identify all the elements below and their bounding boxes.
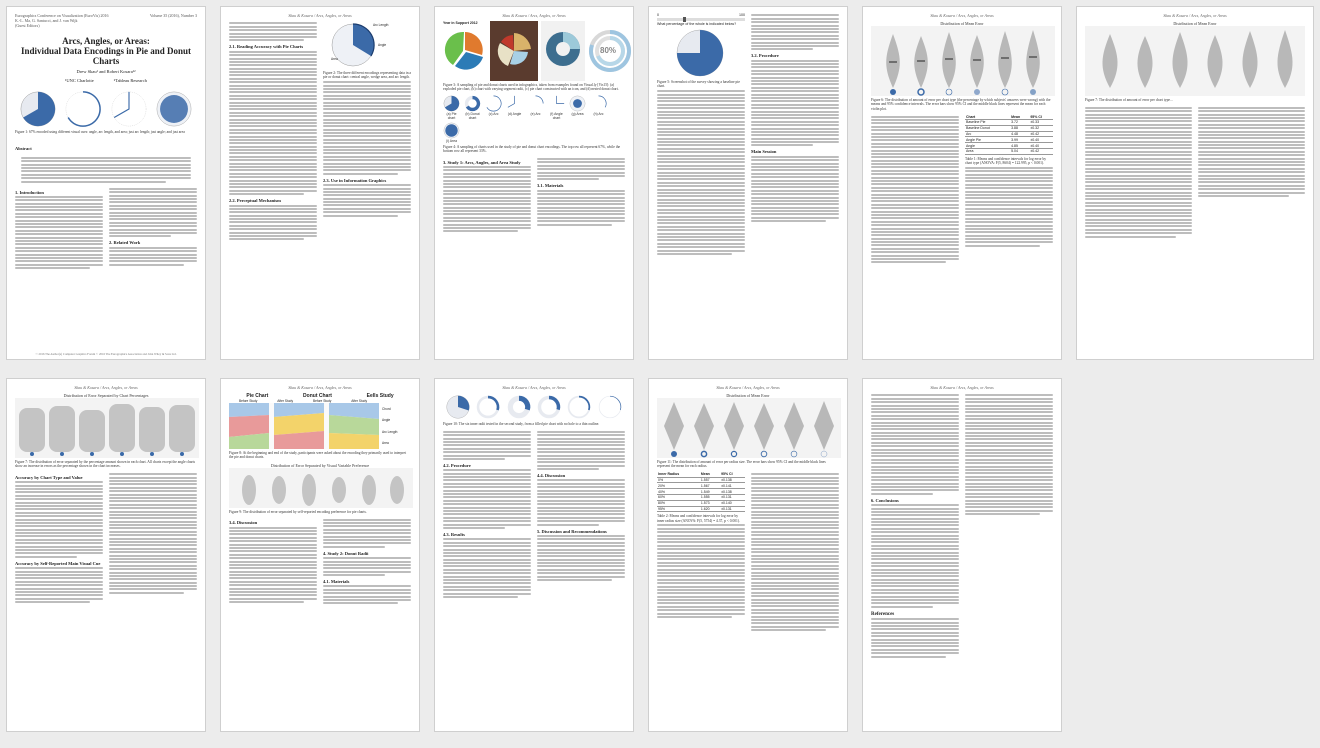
encoding-diagram-icon (323, 21, 409, 69)
infographic-percent: 80% (600, 46, 617, 55)
paper-title-line-2: Individual Data Encodings in Pie and Donut Charts (20, 46, 192, 66)
arc-67-icon (64, 90, 102, 128)
exploded-pie-icon (443, 25, 487, 75)
figure-1-caption: Figure 1: 67% encoded using different visual cues: angle, arc length, and area; just arc length; just angle; and just area (15, 130, 185, 134)
section-3-4-heading: 3.4. Discussion (229, 520, 258, 526)
editors: K.-L. Ma, G. Santucci, and J. van Wijk (15, 18, 78, 23)
angle-67-icon (110, 90, 148, 128)
radius-20-icon (475, 394, 501, 420)
infographic-d (588, 21, 632, 81)
paper-page-7 (6, 378, 206, 732)
error-by-percent-chart (15, 398, 199, 458)
violin-chart (871, 26, 1055, 96)
stimulus-arc-3: (h) Arc (590, 95, 607, 120)
figure-3 (443, 21, 625, 81)
section-4-1-heading: 4.1. Materials (323, 579, 350, 585)
survey-slider (657, 13, 745, 17)
running-head: Skau & Kosara / Arcs, Angles, or Areas (716, 385, 780, 390)
table-row: 80% 1.573 ±0.140 (657, 500, 745, 506)
results-table-1: Chart Mean 95% CI Baseline Pie 3.72 ±0.33 Baseline Donut 3.88 ±0.32 Arc 4.48 ±0.42 Angle Pie 3.99 ±0.40 Angle 4.85 ±0.40 Area 5.04 ±0.42 (965, 114, 1053, 154)
infographic-c (541, 21, 585, 81)
figure-4-caption: Figure 4: A sampling of charts used in the study of pie and donut chart encodings. The top row all represent 67%, while the bottom row all represent 33%. (443, 144, 621, 154)
stimulus-pie: (a) Pie chart (443, 95, 460, 120)
section-1-heading: 1. Introduction (15, 189, 44, 195)
section-2-3-heading: 2.3. Use in Information Graphics (323, 177, 387, 183)
paper-page-2 (220, 6, 420, 360)
infographic-a (443, 21, 487, 81)
paper-page-4 (648, 6, 848, 360)
radius-chart-title: Distribution of Mean Error (726, 393, 770, 398)
stimulus-angle-chart: (f) Angle chart (548, 95, 565, 120)
table-row: 95% 1.620 ±0.131 (657, 506, 745, 512)
slider-max: 100 (739, 13, 745, 17)
figure-10 (443, 394, 625, 420)
violin-chart-title: Distribution of Mean Error (1173, 21, 1217, 26)
figure-9-caption: Figure 9: The distribution of error separated by self-reported encoding preference for pie charts. (229, 509, 367, 514)
table-row: 0% 1.557 ±0.138 (657, 477, 745, 483)
section-4-4-heading: 4.4. Discussion (537, 473, 566, 479)
infographic-title: Year in Support 2012 (443, 21, 478, 25)
label-arc-length: Arc Length (373, 23, 389, 27)
section-5-heading: 5. Discussion and Recommendations (537, 528, 607, 534)
figure-3-caption: Figure 3: A sampling of pie and donut charts used in infographics, taken from examples found on Visual.ly [Vis15]: (a) exploded pie chart, (b) chart with varying segment radii, (c) pie chart constructed with an icon, and (d) nested donut chart. (443, 83, 619, 92)
legend-chord: Chord (382, 406, 391, 411)
figure-caption: Figure 7: The distribution of amount of error per chart type... (1085, 98, 1173, 102)
paper-page-8: Skau & Kosara / Arcs, Angles, or Areas Pie Chart Donut Chart Eells Study Before Study After Study Before Study After Study Chord Angle Arc Length Area Figure 8: At the beginning and end of the study, participants were asked about the encoding they primarily used to interpret the pie and donut charts. Distribution of Error Separated by Visual Variable Preference Figure 9: The distribution of error separated by self-reported encoding preference for pie charts. 3.4. Discussion 4. Study 2: Donut Radii 4.1. Materials (220, 378, 420, 732)
running-head: Skau & Kosara / Arcs, Angles, or Areas (288, 13, 352, 18)
slider-min: 0 (657, 13, 659, 17)
accuracy-heading: Accuracy by Chart Type and Value (15, 474, 83, 480)
abstract-label: Abstract (15, 146, 32, 152)
paper-page-5 (862, 6, 1062, 360)
section-2-2-heading: 2.2. Perceptual Mechanism (229, 198, 281, 204)
error-by-percent-title: Distribution of Error Separated by Chart Percentages (63, 393, 149, 398)
table-row: Area 5.04 ±0.42 (965, 148, 1053, 154)
paper-title-line-1: Arcs, Angles, or Areas: (62, 36, 150, 46)
paper-page-6 (1076, 6, 1314, 360)
pie-67-icon (19, 90, 57, 128)
table-row: Baseline Pie 3.72 ±0.33 (965, 120, 1053, 126)
visual-cue-heading: Accuracy by Self-Reported Main Visual Cue (15, 560, 101, 566)
section-4-3-heading: 4.3. Results (443, 531, 465, 537)
radius-violin-chart (657, 398, 841, 458)
figure-5-caption: Figure 5: Screenshot of the survey showing a baseline pie chart. (657, 80, 740, 89)
col-title-donut: Donut Chart (303, 393, 332, 399)
running-head: Skau & Kosara / Arcs, Angles, or Areas (74, 385, 138, 390)
figure-2-caption: Figure 2: The three different encodings representing data in a pie or donut chart: central angle, wedge area, and arc length. (323, 71, 411, 80)
radius-80-icon (566, 394, 592, 420)
table-row: 20% 1.567 ±0.141 (657, 483, 745, 489)
visual-pref-title: Distribution of Error Separated by Visual Variable Preference (270, 462, 370, 468)
legend-angle: Angle (382, 418, 391, 423)
paper-page-9 (434, 378, 634, 732)
table-2-caption: Table 2: Means and confidence intervals for log error by inner radius size (ANOVA: F(5, 5754) = 4.37, p < 0.001). (657, 514, 740, 523)
radius-60-icon (536, 394, 562, 420)
section-3-heading: 3. Study 1: Arcs, Angles, and Area Study (443, 159, 521, 165)
table-row: Angle 4.85 ±0.40 (965, 143, 1053, 149)
baseline-pie-icon (657, 26, 743, 78)
journal-name: Eurographics Conference on Visualization (EuroVis) 2016 (15, 13, 109, 18)
table-row: Arc 4.48 ±0.42 (965, 131, 1053, 137)
table-row: 60% 1.555 ±0.131 (657, 494, 745, 500)
table-row: Angle Pie 3.99 ±0.40 (965, 137, 1053, 143)
figure-1 (15, 90, 197, 128)
col-title-eells: Eells Study (366, 393, 394, 399)
table-row: 40% 1.549 ±0.138 (657, 489, 745, 495)
area-67-icon (155, 90, 193, 128)
running-head: Skau & Kosara / Arcs, Angles, or Areas (930, 385, 994, 390)
main-session-heading: Main Session (751, 149, 777, 155)
varying-radii-pie-icon (490, 21, 538, 81)
running-head: Skau & Kosara / Arcs, Angles, or Areas (1163, 13, 1227, 18)
paper-page-1 (6, 6, 206, 360)
section-2-heading: 2. Related Work (109, 240, 141, 246)
figure-8-caption: Figure 8: At the beginning and end of the study, participants were asked about the encoding they primarily used to interpret the pie and donut charts. (229, 451, 407, 460)
references-heading: References (871, 611, 895, 617)
radius-40-icon (506, 394, 532, 420)
label-angle: Angle (378, 43, 387, 47)
stimulus-arc: (c) Arc (485, 95, 502, 120)
parallel-sets-chart (229, 403, 379, 449)
running-head: Skau & Kosara / Arcs, Angles, or Areas (502, 13, 566, 18)
paper-page-10 (648, 378, 848, 732)
stimulus-arc-2: (e) Arc (527, 95, 544, 120)
copyright: © 2016 The Author(s) Computer Graphics Forum © 2016 The Eurographics Association and John Wiley & Sons Ltd. (35, 352, 177, 356)
running-head: Skau & Kosara / Arcs, Angles, or Areas (288, 385, 352, 390)
infographic-b (490, 21, 538, 81)
figure-2 (323, 21, 411, 69)
col-title-pie: Pie Chart (246, 393, 269, 399)
affiliation-2: ²Tableau Research (113, 78, 147, 83)
survey-question: What percentage of the whole is indicated below? (657, 22, 737, 26)
results-table-2: Inner Radius Mean 95% CI 0% 1.557 ±0.138 20% 1.567 ±0.141 40% 1.549 ±0.138 60% 1.555 ±0.131 80% 1.573 ±0.140 95% 1.620 ±0.131 (657, 472, 745, 512)
stimulus-area-2: (i) Area (443, 122, 460, 143)
violin-chart-2 (1085, 26, 1305, 96)
section-4-heading: 4. Study 2: Donut Radii (323, 550, 369, 556)
running-head: Skau & Kosara / Arcs, Angles, or Areas (930, 13, 994, 18)
visual-pref-chart (229, 468, 413, 508)
authors: Drew Skau¹ and Robert Kosara¹² (76, 69, 136, 74)
table-1-caption: Table 1: Means and confidence intervals for log error by chart type (ANOVA: F(5, 8604) = 122.995, p < 0.001). (965, 156, 1047, 166)
stimulus-area: (g) Area (569, 95, 586, 120)
radius-95-icon (597, 394, 623, 420)
section-3-1-heading: 3.1. Materials (537, 183, 564, 189)
section-4-2-heading: 4.2. Procedure (443, 462, 471, 468)
affiliation-1: ¹UNC Charlotte (65, 78, 94, 83)
icon-pie-chart-icon (541, 21, 585, 81)
volume: Volume 35 (2016), Number 3 (149, 13, 197, 18)
figure-6-caption: Figure 6: The distribution of amount of error per chart type (the percentage by which subjects' answers were wrong) with the means and 95% confidence intervals. The error bars show 95% CI and the middle black lines represent the mean for each violin plot. (871, 98, 1051, 111)
legend-arc-length: Arc Length (382, 429, 398, 434)
legend-area: Area (382, 441, 389, 446)
figure-10-caption: Figure 10: The six inner radii tested in the second study, from a filled pie chart with no hole to a thin outline. (443, 422, 600, 426)
section-3-2-heading: 3.2. Procedure (751, 53, 779, 59)
figure-4 (443, 95, 625, 143)
section-6-heading: 6. Conclusions (871, 497, 899, 503)
stimulus-angle: (d) Angle (506, 95, 523, 120)
running-head: Skau & Kosara / Arcs, Angles, or Areas (502, 385, 566, 390)
table-row: Baseline Donut 3.88 ±0.32 (965, 125, 1053, 131)
guest-editors: (Guest Editors) (15, 23, 40, 28)
section-2-1-heading: 2.1. Reading Accuracy with Pie Charts (229, 44, 304, 50)
paper-page-3 (434, 6, 634, 360)
paper-page-11 (862, 378, 1062, 732)
figure-7-caption: Figure 7: The distribution of error separated by the percentage amount shown in each chart. All charts except the angle charts show an increase in errors as the percentage shown in the chart increases. (15, 460, 196, 469)
violin-chart-title: Distribution of Mean Error (940, 21, 984, 26)
radius-0-icon (445, 394, 471, 420)
stimulus-donut: (b) Donut chart (464, 95, 481, 120)
label-area: Area (331, 57, 338, 61)
figure-11-caption: Figure 11: The distribution of amount of error per radius size. The error bars show 95% CI and the middle black lines represent the mean for each radius. (657, 460, 826, 469)
